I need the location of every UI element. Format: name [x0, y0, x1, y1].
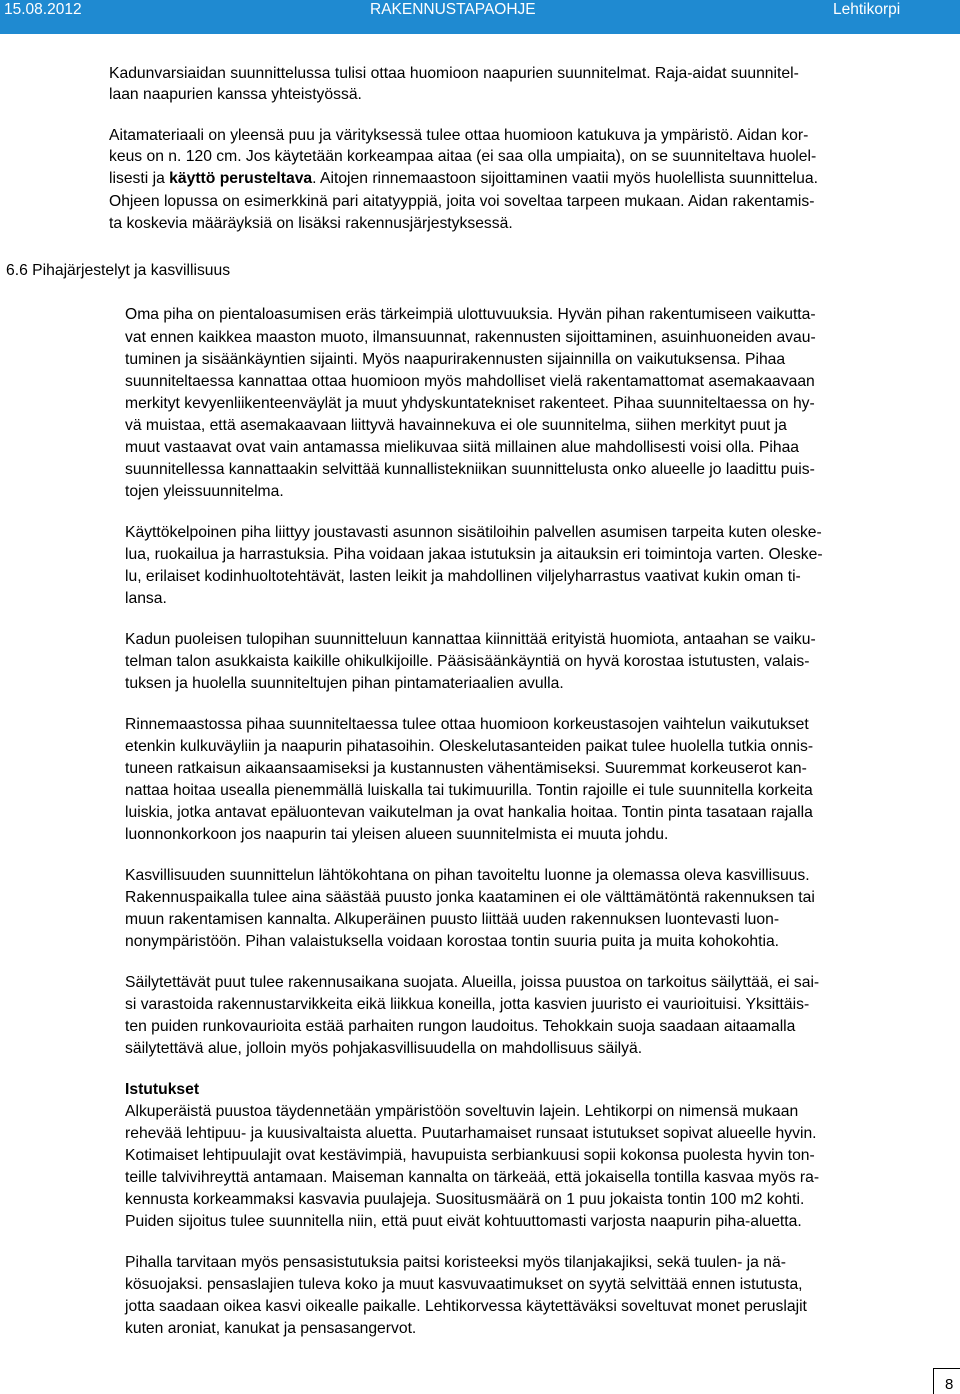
body-line: nattaa hoitaa usealla pienemmällä luiskalla tai tukimuurilla. Tontin rajoille ei tule suunnitella korkeita: [125, 782, 813, 799]
body-line: muut vastaavat ovat vain antamassa mielikuvaa siitä millainen alue mahdollisesti voisi olla. Pihaa: [125, 439, 800, 456]
intro-line: lisesti ja käyttö perusteltava. Aitojen rinnemaastoon sijoittaminen vaatii myös huolellista suunnittelua.: [109, 170, 818, 187]
body-line: Puiden sijoitus tulee suunnitella niin, että puut eivät kohtuuttomasti varjosta naapurin piha-aluetta.: [125, 1213, 802, 1230]
body-line: Pihalla tarvitaan myös pensasistutuksia paitsi koristeeksi myös tilanjakajiksi, sekä tuulen- ja nä-: [125, 1254, 786, 1271]
intro-bold-text: käyttö perusteltava: [169, 170, 313, 187]
body-line: Kotimaiset lehtipuulajit ovat kestävimpiä, havupuista serbiankuusi sopii kokonsa puolesta hyvin ton-: [125, 1147, 815, 1164]
body-line: Rinnemaastossa pihaa suunniteltaessa tulee ottaa huomioon korkeustasojen vaihtelun vaikutukset: [125, 716, 809, 733]
subheading-istutukset: Istutukset: [125, 1081, 200, 1098]
body-line: nonympäristöön. Pihan valaistuksella voidaan korostaa tontin suuria puita ja muita kohokohtia.: [125, 933, 780, 950]
body-line: Kadun puoleisen tulopihan suunnitteluun kannattaa kiinnittää erityistä huomiota, antaahan se vaiku-: [125, 631, 816, 648]
intro-line: ta koskevia määräyksiä on lisäksi rakennusjärjestyksessä.: [109, 215, 513, 232]
body-line: kennusta korkeammaksi kasvavia puulajeja. Suositusmäärä on 1 puu jokaista tontin 100 m2 kohti.: [125, 1191, 805, 1208]
body-line: tuneen ratkaisun aikaansaamiseksi ja kustannusten vähentämiseksi. Suuremmat korkeuserot kan-: [125, 760, 807, 777]
body-line: rehevää lehtipuu- ja kuusivaltaista aluetta. Puutarhamaiset runsaat istutukset sopivat alueelle hyvin.: [125, 1125, 817, 1142]
intro-line: Kadunvarsiaidan suunnittelussa tulisi ottaa huomioon naapurien suunnitelmat. Raja-aidat suunnitel-: [109, 65, 799, 82]
body-line: Alkuperäistä puustoa täydennetään ympäristöön soveltuvin lajein. Lehtikorpi on nimensä mukaan: [125, 1103, 799, 1120]
intro-line: Ohjeen lopussa on esimerkkinä pari aitatyyppiä, joita voi soveltaa tarpeen mukaan. Aidan rakentamis-: [109, 193, 815, 210]
body-line: si varastoida rakennustarvikkeita eikä liikkua koneilla, jotta kasvien juuristo ei vaurioituisi. Yksittäis-: [125, 996, 810, 1013]
header-date: 15.08.2012: [4, 1, 82, 18]
body-line: lua, ruokailua ja harrastuksia. Piha voidaan jakaa istutuksin ja aitauksin eri toimintoja varten. Oleske-: [125, 546, 823, 563]
body-line: kuten aroniat, kanukat ja pensasangervot.: [125, 1320, 417, 1337]
body-line: tojen yleissuunnitelma.: [125, 483, 284, 500]
body-line: suunniteltaessa kannattaa ottaa huomioon myös mahdolliset vielä rakentamattomat asemakaavaan: [125, 373, 815, 390]
body-line: tuminen ja sisäänkäyntien sijainti. Myös naapurirakennusten sijainnilla on vaikutuksensa. Pihaa: [125, 351, 786, 368]
page-number: 8: [945, 1376, 954, 1393]
page-header: [0, 0, 960, 34]
body-line: luiskia, jotka antavat epäluontevan vaikutelman ja ovat hankalia hoitaa. Tontin pinta tasataan rajalla: [125, 804, 813, 821]
body-line: säilytettävä alue, jolloin myös pohjakasvillisuudella on mahdollisuus säilyä.: [125, 1040, 643, 1057]
body-line: ten puiden runkovaurioita estää parhaiten rungon laudoitus. Tehokkain suoja saadaan aitaamalla: [125, 1018, 796, 1035]
body-line: jotta saadaan oikea kasvi oikealle paikalle. Lehtikorvessa käytettäväksi soveltuvat monet peruslajit: [125, 1298, 807, 1315]
body-line: tuksen ja huolella suunniteltujen pihan pintamateriaalien avulla.: [125, 675, 564, 692]
body-line: muun rakentamisen kannalta. Alkuperäinen puusto liittää uuden rakennuksen luontevasti luon-: [125, 911, 780, 928]
intro-line: Aitamateriaali on yleensä puu ja värityksessä tulee ottaa huomioon katukuva ja ympäristö. Aidan kor-: [109, 127, 809, 144]
body-line: Rakennuspaikalla tulee aina säästää puusto jonka kaataminen ei ole välttämätöntä rakennuksen tai: [125, 889, 815, 906]
body-line: etenkin kulkuväyliin ja naapurin pihatasoihin. Oleskelutasanteiden paikat tulee huolella tutkia onnis-: [125, 738, 814, 755]
body-line: suunnitellessa kannattaakin selvittää kunnallistekniikan suunnittelusta onko alueelle jo laadittu puis-: [125, 461, 815, 478]
body-line: Säilytettävät puut tulee rakennusaikana suojata. Alueilla, joissa puustoa on tarkoitus säilyttää, ei sai-: [125, 974, 820, 991]
body-line: teille talvivihreyttä antamaan. Maiseman kannalta on tärkeää, että jokaisella tontilla kasvaa myös ra-: [125, 1169, 820, 1186]
body-line: lansa.: [125, 590, 167, 607]
body-line: vä muistaa, että asemakaavaan liittyvä havainnekuva ei ole suunnitelma, siihen merkityt puut ja: [125, 417, 787, 434]
body-line: vat ennen kaikkea maaston muoto, ilmansuunnat, rakennusten sijoittaminen, asuinhuoneiden avau-: [125, 329, 816, 346]
body-line: merkityt kevyenliikenteenväylät ja muut yhdyskuntatekniset rakenteet. Pihaa suunniteltaessa on hy-: [125, 395, 815, 412]
body-line: Kasvillisuuden suunnittelun lähtökohtana on pihan tavoiteltu luonne ja olemassa oleva kasvillisuus.: [125, 867, 810, 884]
body-line: lu, erilaiset kodinhuoltotehtävät, lasten leikit ja mahdollinen viljelyharrastus vaativat kukin oman ti-: [125, 568, 801, 585]
body-line: telman talon asukkaista kaikille ohikulkijoille. Pääsisäänkäyntiä on hyvä korostaa istutusten, valais-: [125, 653, 810, 670]
header-title: RAKENNUSTAPAOHJE: [370, 1, 536, 18]
intro-line: laan naapurien kanssa yhteistyössä.: [109, 86, 362, 103]
body-line: Käyttökelpoinen piha liittyy joustavasti asunnon sisätiloihin palvellen asumisen tarpeita kuten oleske-: [125, 524, 822, 541]
body-line: kösuojaksi. pensaslajien tuleva koko ja muut kasvuvaatimukset on syytä selvittää ennen istutusta,: [125, 1276, 803, 1293]
section-heading: 6.6 Pihajärjestelyt ja kasvillisuus: [6, 262, 231, 279]
header-document-name: Lehtikorpi: [833, 1, 901, 18]
intro-line: keus on n. 120 cm. Jos käytetään korkeampaa aitaa (ei saa olla umpiaita), on se suunniteltava huolel-: [109, 148, 817, 165]
body-line: luonnonkorkoon jos naapurin tai yleisen alueen suunnitelmista ei muuta johdu.: [125, 826, 669, 843]
body-line: Oma piha on pientaloasumisen eräs tärkeimpiä ulottuvuuksia. Hyvän pihan rakentumiseen vaikutta-: [125, 306, 816, 323]
